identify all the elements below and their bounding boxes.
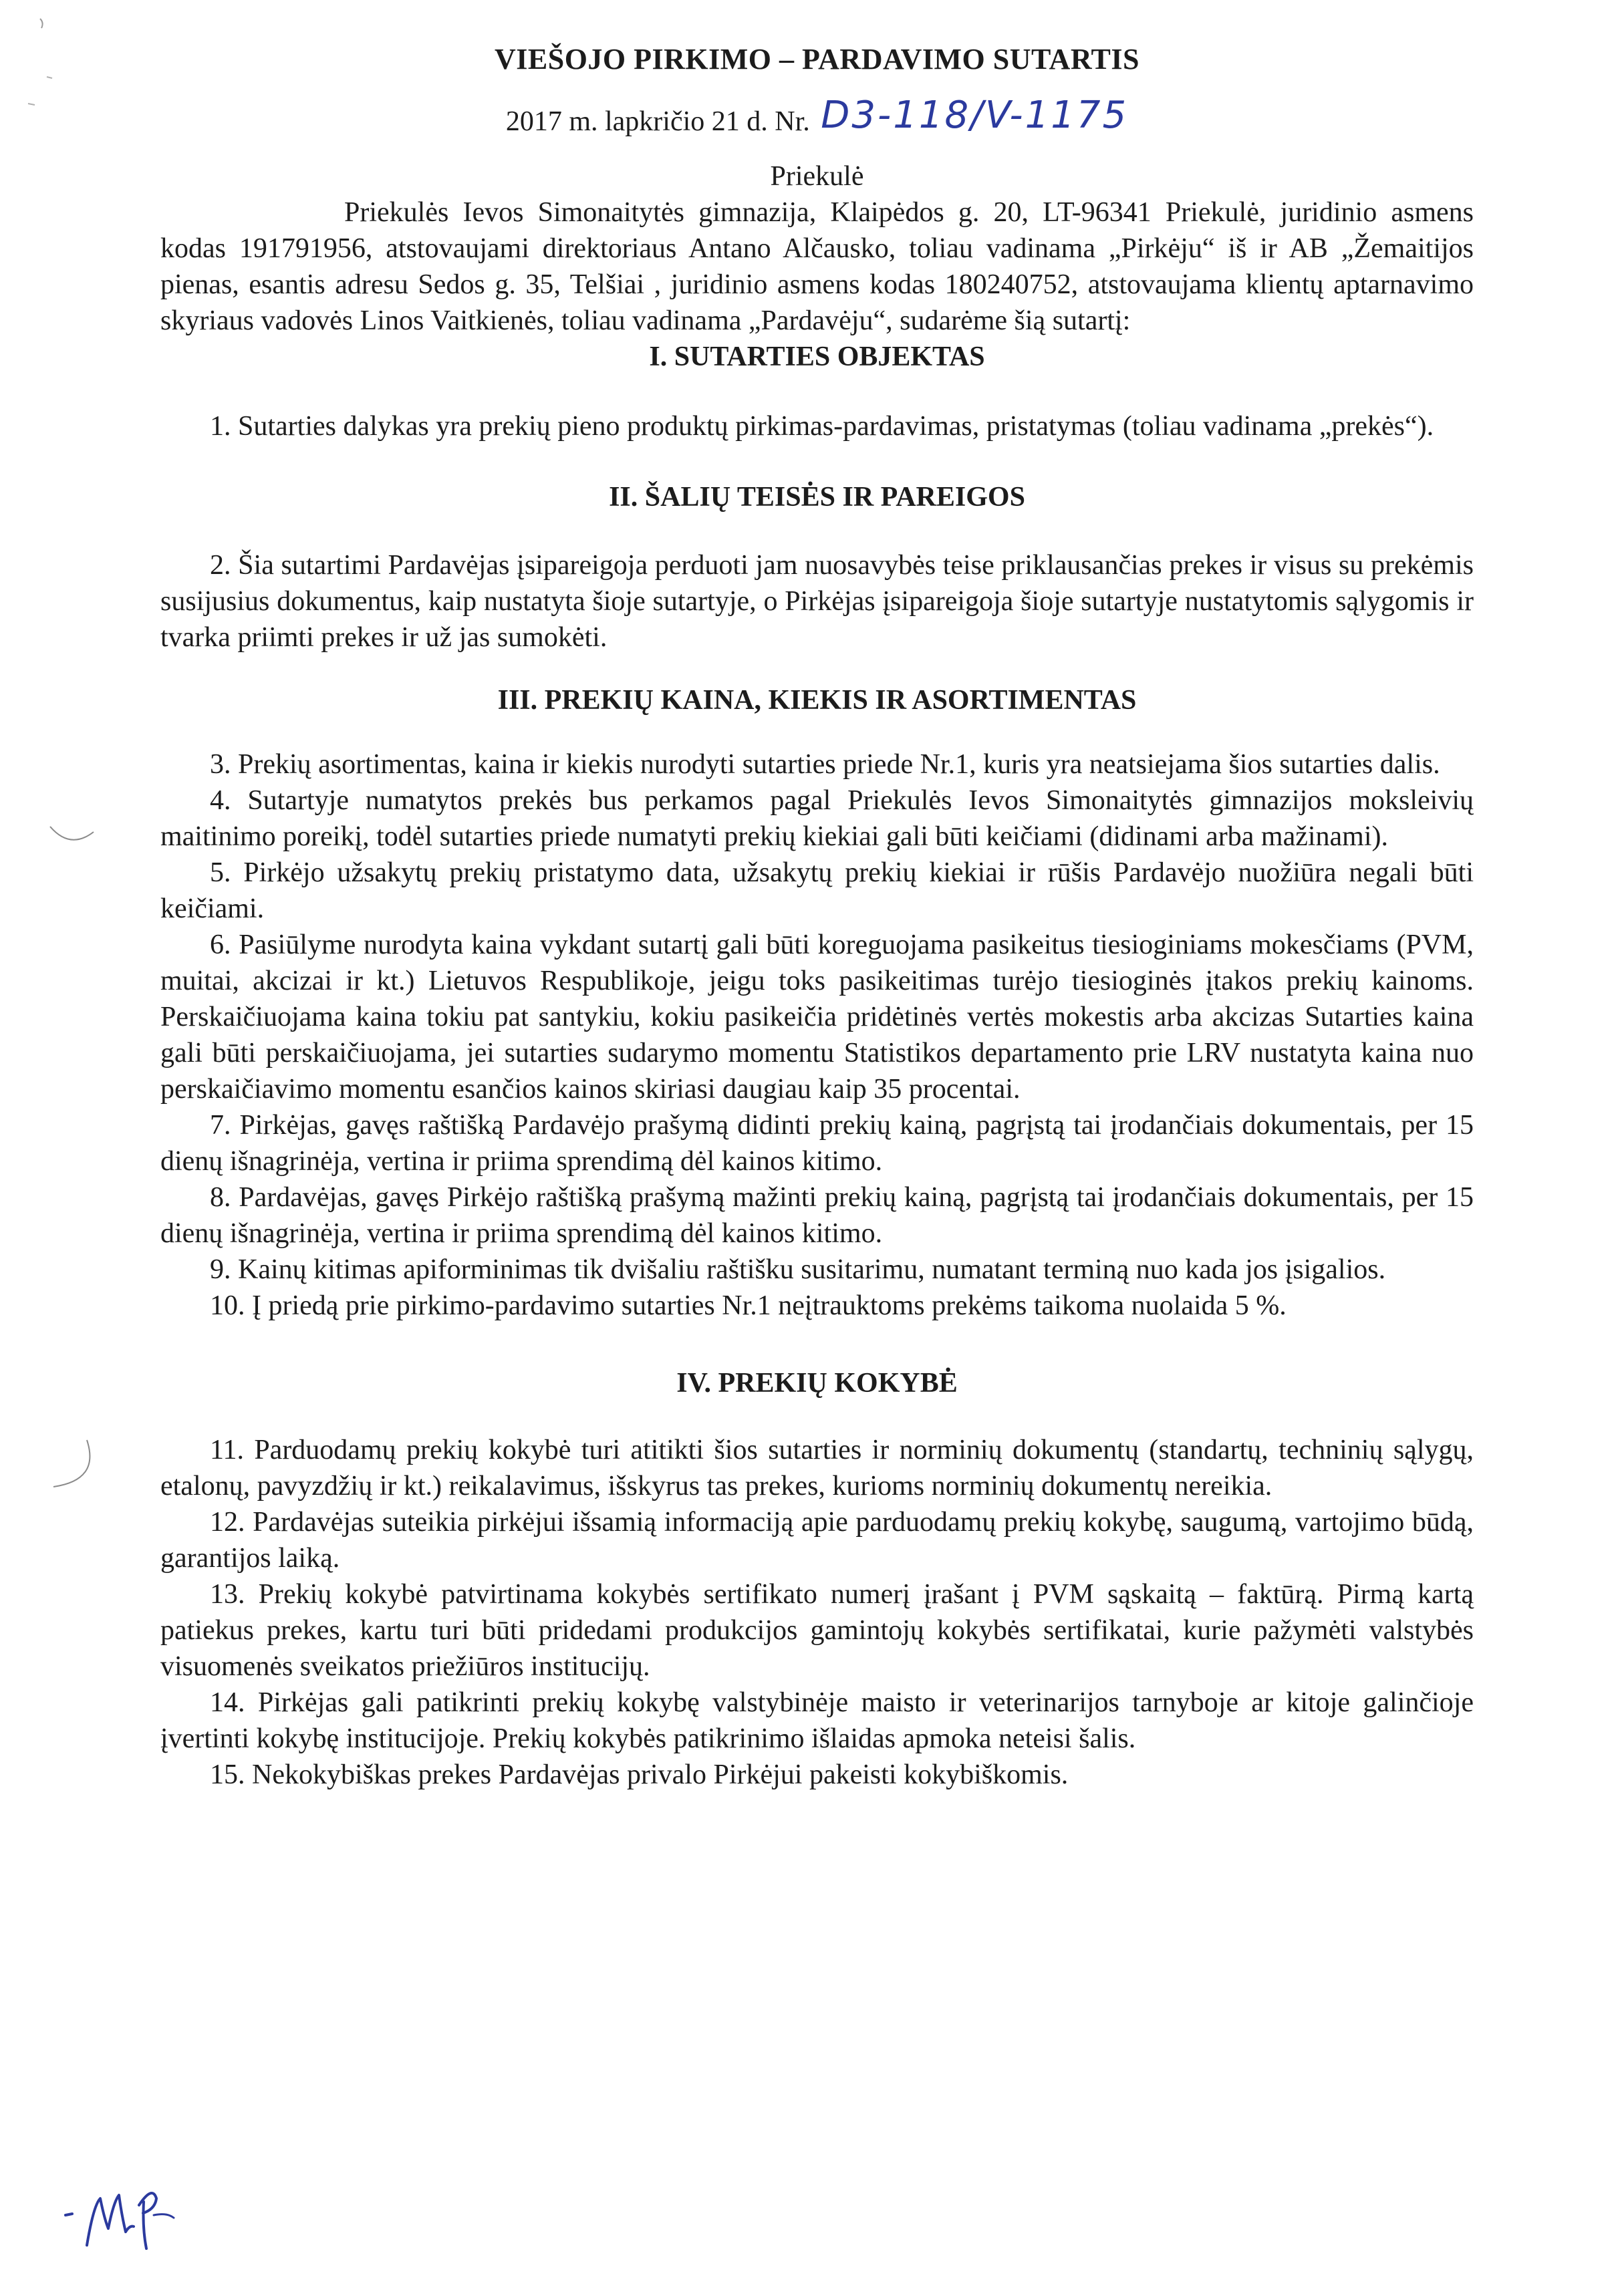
section-price-quantity xyxy=(160,682,1474,1324)
scan-mark-left-1 xyxy=(47,819,100,852)
section-quality xyxy=(160,1365,1474,1793)
clause: 13. Prekių kokybė patvirtinama kokybės sertifikato numerį įrašant į PVM sąskaitą – faktūrą. Pirmą kartą patiekus prekes, kartu turi būti pridedami produkcijos gamintojų kokybės sertifikatai, kurie pažymėti valstybės visuomenės sveikatos priežiūros institucijų. xyxy=(160,1579,1474,1682)
section-subject xyxy=(160,339,1474,444)
clause: 1. Sutarties dalykas yra prekių pieno produktų pirkimas-pardavimas, pristatymas (toliau vadinama „prekės“). xyxy=(210,411,1434,442)
handwritten-initials xyxy=(60,2175,214,2255)
scan-mark-left-2 xyxy=(47,1437,100,1497)
section-heading: IV. PREKIŲ KOKYBĖ xyxy=(676,1368,958,1399)
section-heading: I. SUTARTIES OBJEKTAS xyxy=(649,341,985,372)
contract-date: 2017 m. lapkričio 21 d. Nr. xyxy=(505,106,810,137)
section-rights-obligations xyxy=(160,479,1474,656)
handwritten-registration-number: D3-118/V-1175 xyxy=(821,94,1129,137)
clause: 8. Pardavėjas, gavęs Pirkėjo raštišką prašymą mažinti prekių kainą, pagrįstą tai įrodančiais dokumentais, per 15 dienų išnagrinėja, vertina ir priima sprendimą dėl kainos kitimo. xyxy=(160,1182,1474,1249)
clause: 4. Sutartyje numatytos prekės bus perkamos pagal Priekulės Ievos Simonaitytės gimnazijos moksleivių maitinimo poreikį, todėl sutarties priede numatyti prekių kiekiai gali būti keičiami (didinami arba mažinami). xyxy=(160,785,1474,852)
place-of-signing: Priekulė xyxy=(770,161,864,192)
section-heading: III. PREKIŲ KAINA, KIEKIS IR ASORTIMENTAS xyxy=(497,685,1137,716)
section-heading: II. ŠALIŲ TEISĖS IR PAREIGOS xyxy=(609,482,1025,513)
clause: 11. Parduodamų prekių kokybė turi atitikti šios sutarties ir norminių dokumentų (standartų, techninių sąlygų, etalonų, pavyzdžių ir kt.) reikalavimus, išskyrus tas prekes, kurioms norminių dokumentų nereikia. xyxy=(160,1435,1474,1501)
clause: 15. Nekokybiškas prekes Pardavėjas privalo Pirkėjui pakeisti kokybiškomis. xyxy=(210,1759,1069,1790)
document-title: VIEŠOJO PIRKIMO – PARDAVIMO SUTARTIS xyxy=(494,43,1139,76)
clause: 9. Kainų kitimas apiforminimas tik dvišaliu raštišku susitarimu, numatant terminą nuo kada jos įsigalios. xyxy=(210,1254,1386,1285)
clause: 7. Pirkėjas, gavęs raštišką Pardavėjo prašymą didinti prekių kainą, pagrįstą tai įrodančiais dokumentais, per 15 dienų išnagrinėja, vertina ir priima sprendimą dėl kainos kitimo. xyxy=(160,1110,1474,1177)
clause: 3. Prekių asortimentas, kaina ir kiekis nurodyti sutarties priede Nr.1, kuris yra neatsiejama šios sutarties dalis. xyxy=(210,749,1440,780)
clause: 12. Pardavėjas suteikia pirkėjui išsamią informaciją apie parduodamų prekių kokybę, saugumą, vartojimo būdą, garantijos laiką. xyxy=(160,1507,1474,1574)
clause: 5. Pirkėjo užsakytų prekių pristatymo data, užsakytų prekių kiekiai ir rūšis Pardavėjo nuožiūra negali būti keičiami. xyxy=(160,857,1474,924)
clause: 6. Pasiūlyme nurodyta kaina vykdant sutartį gali būti koreguojama pasikeitus tiesioginiams mokesčiams (PVM, muitai, akcizai ir kt.) Lietuvos Respublikoje, jeigu toks pasikeitimas turėjo tiesioginės įtakos prekių kainoms. Perskaičiuojama kaina tokiu pat santykiu, kokiu pasikeičia pridėtinės vertės mokestis arba akcizas Sutarties kaina gali būti perskaičiuojama, jei sutarties sudarymo momentu Statistikos departamento prie LRV nustatyta kaina nuo perskaičiavimo momentu esančios kainos skiriasi daugiau kaip 35 procentai. xyxy=(160,929,1474,1105)
parties-intro: Priekulės Ievos Simonaitytės gimnazija, Klaipėdos g. 20, LT-96341 Priekulė, juridinio asmens kodas 191791956, atstovaujami direktoriaus Antano Alčausko, toliau vadinama „Pirkėju“ iš ir AB „Žemaitijos pienas, esantis adresu Sedos g. 35, Telšiai , juridinio asmens kodas 180240752, atstovaujama klientų aptarnavimo skyriaus vadovės Linos Vaitkienės, toliau vadinama „Pardavėju“, sudarėme šią sutartį: xyxy=(160,197,1474,336)
scan-mark-top-left xyxy=(20,13,74,107)
contract-body xyxy=(160,41,1474,1793)
clause: 14. Pirkėjas gali patikrinti prekių kokybę valstybinėje maisto ir veterinarijos tarnyboje ar kitoje galinčioje įvertinti kokybę institucijoje. Prekių kokybės patikrinimo išlaidas apmoka neteisi šalis. xyxy=(160,1687,1474,1754)
date-line xyxy=(160,94,1474,140)
clause: 2. Šia sutartimi Pardavėjas įsipareigoja perduoti jam nuosavybės teise priklausančias prekes ir visus su prekėmis susijusius dokumentus, kaip nustatyta šioje sutartyje, o Pirkėjas įsipareigoja šioje sutartyje nustatytomis sąlygomis ir tvarka priimti prekes ir už jas sumokėti. xyxy=(160,550,1474,653)
clause: 10. Į priedą prie pirkimo-pardavimo sutarties Nr.1 neįtrauktoms prekėms taikoma nuolaida 5 %. xyxy=(210,1290,1287,1321)
